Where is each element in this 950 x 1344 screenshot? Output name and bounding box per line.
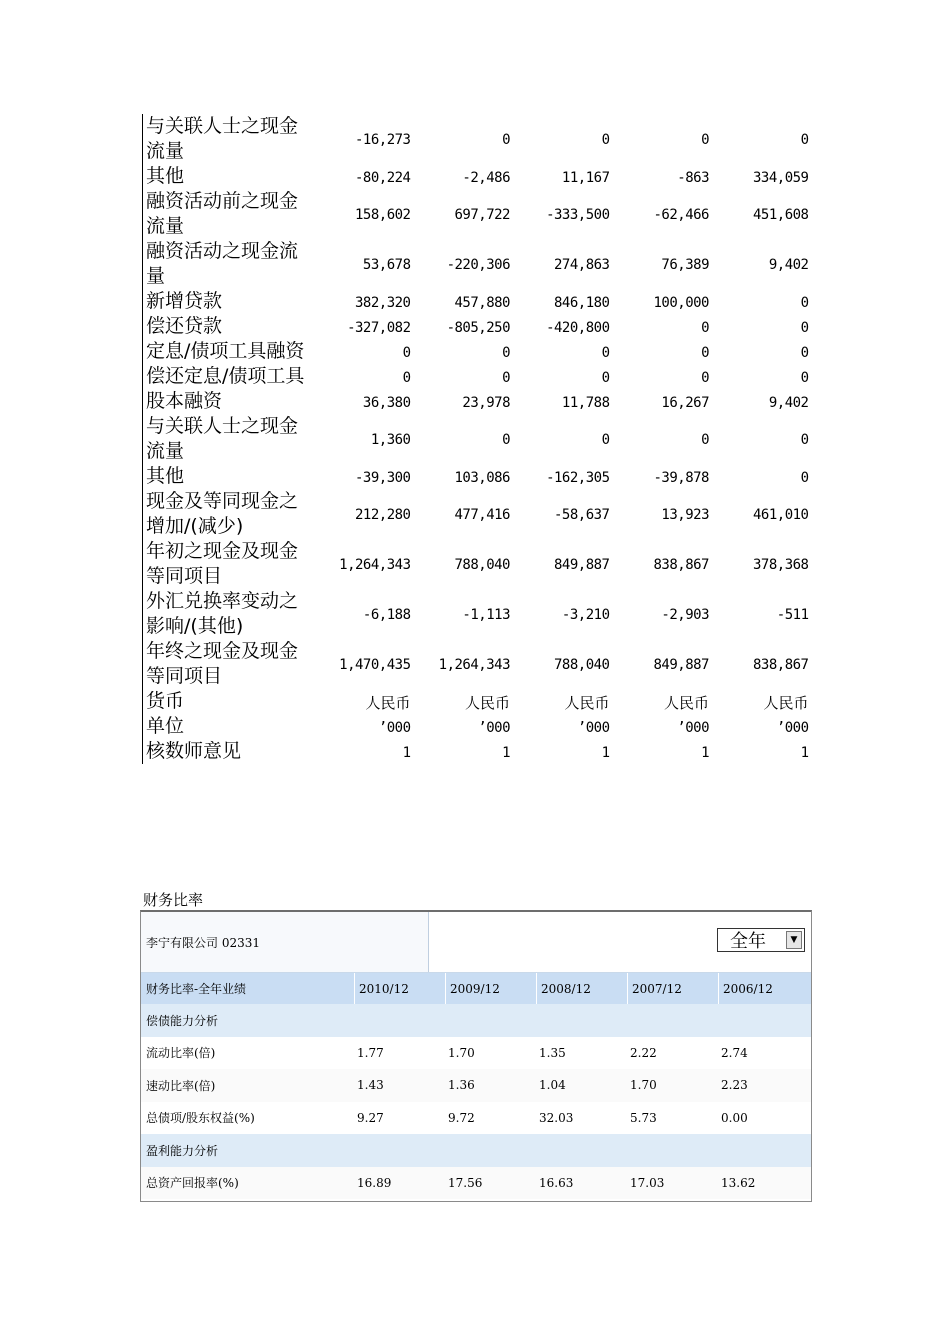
- cashflow-cell: ’000: [478, 719, 510, 736]
- period-select-value: 全年: [730, 931, 766, 952]
- cashflow-row-label: 与关联人士之现金 流量: [146, 415, 299, 462]
- cashflow-cell: 849,887: [653, 657, 709, 673]
- cashflow-row: [143, 314, 813, 339]
- cashflow-cell: 36,380: [362, 394, 411, 411]
- cashflow-cell: -62,466: [653, 207, 709, 223]
- cashflow-row: [143, 639, 813, 689]
- cashflow-row: [143, 239, 813, 289]
- cashflow-cell: 人民币: [365, 694, 411, 712]
- ratio-row: [141, 1102, 811, 1135]
- ratio-value: 9.72: [448, 1110, 475, 1125]
- cashflow-row: [143, 489, 813, 539]
- cashflow-cell: -80,224: [354, 169, 411, 186]
- cashflow-cell: 11,788: [561, 394, 610, 411]
- ratios-header-label: 财务比率-全年业绩: [146, 982, 247, 996]
- cashflow-row: [143, 289, 813, 314]
- cashflow-cell: 838,867: [653, 557, 709, 573]
- cashflow-cell: ’000: [577, 719, 610, 736]
- cashflow-row-label: 融资活动前之现金 流量: [146, 190, 299, 237]
- ratios-panel: [140, 910, 812, 1202]
- cashflow-cell: 158,602: [354, 207, 411, 223]
- cashflow-row-label: 现金及等同现金之 增加/(减少): [146, 490, 299, 537]
- cashflow-cell: 1: [601, 744, 610, 761]
- cashflow-row: [143, 189, 813, 239]
- cashflow-cell: 0: [601, 344, 610, 361]
- ratio-label: 流动比率(倍): [146, 1046, 216, 1061]
- ratio-value: 1.43: [357, 1078, 384, 1093]
- ratio-value: 2.22: [630, 1045, 657, 1060]
- cashflow-row: [143, 339, 813, 364]
- cashflow-cell: 838,867: [752, 657, 809, 673]
- year-header: 2009/12: [445, 973, 536, 1004]
- cashflow-cell: 378,368: [752, 557, 809, 573]
- cashflow-cell: 1,360: [370, 432, 411, 448]
- cashflow-cell: -220,306: [446, 257, 510, 273]
- cashflow-row-label: 年终之现金及现金 等同项目: [146, 640, 299, 687]
- cashflow-table: [142, 114, 813, 764]
- cashflow-cell: 212,280: [354, 507, 411, 523]
- ratio-section-label: 盈利能力分析: [146, 1143, 219, 1158]
- ratios-body: [141, 1004, 811, 1199]
- cashflow-cell: 0: [800, 469, 809, 486]
- period-select[interactable]: [717, 928, 805, 952]
- ratio-label: 总债项/股东权益(%): [146, 1111, 255, 1126]
- period-select-area: [429, 912, 811, 972]
- ratio-value: 1.70: [448, 1045, 475, 1060]
- cashflow-cell: -3,210: [561, 607, 610, 623]
- ratio-row: [141, 1167, 811, 1200]
- cashflow-row-label: 核数师意见: [146, 740, 242, 762]
- cashflow-row: [143, 114, 813, 164]
- cashflow-cell: 846,180: [553, 294, 610, 311]
- cashflow-cell: 0: [601, 132, 610, 148]
- cashflow-cell: 1: [402, 744, 411, 761]
- cashflow-cell: -6,188: [362, 607, 411, 623]
- ratio-value: 16.63: [539, 1175, 574, 1190]
- cashflow-cell: -39,300: [354, 469, 411, 486]
- cashflow-cell: 1,264,343: [438, 657, 510, 673]
- cashflow-row-label: 其他: [146, 465, 185, 487]
- ratio-row: [141, 1069, 811, 1102]
- cashflow-cell: -511: [776, 607, 809, 623]
- cashflow-cell: 334,059: [752, 169, 809, 186]
- cashflow-cell: 451,608: [752, 207, 809, 223]
- cashflow-cell: 11,167: [561, 169, 610, 186]
- cashflow-row-label: 单位: [146, 715, 185, 737]
- cashflow-row: [143, 539, 813, 589]
- cashflow-cell: 1: [701, 744, 709, 761]
- ratio-section-label: 偿债能力分析: [146, 1013, 219, 1028]
- ratio-value: 17.56: [448, 1175, 483, 1190]
- ratio-value: 16.89: [357, 1175, 392, 1190]
- cashflow-row: [143, 589, 813, 639]
- cashflow-cell: 53,678: [362, 257, 411, 273]
- cashflow-row-label: 其他: [146, 165, 185, 187]
- cashflow-cell: 0: [701, 369, 709, 386]
- cashflow-cell: 人民币: [464, 694, 510, 712]
- cashflow-row: [143, 714, 813, 739]
- cashflow-cell: 1,264,343: [339, 557, 411, 573]
- ratio-value: 17.03: [630, 1175, 665, 1190]
- ratio-value: 1.36: [448, 1078, 475, 1093]
- cashflow-cell: 0: [601, 432, 610, 448]
- cashflow-row-label: 与关联人士之现金 流量: [146, 115, 299, 162]
- cashflow-cell: -863: [677, 169, 709, 186]
- cashflow-row: [143, 464, 813, 489]
- cashflow-cell: 1: [800, 744, 809, 761]
- ratio-section-row: [141, 1004, 811, 1037]
- cashflow-cell: 16,267: [661, 394, 709, 411]
- ratio-value: 5.73: [630, 1110, 657, 1125]
- cashflow-cell: 0: [502, 344, 510, 361]
- cashflow-row: [143, 414, 813, 464]
- cashflow-cell: 0: [701, 344, 709, 361]
- cashflow-cell: 0: [800, 319, 809, 336]
- cashflow-cell: 人民币: [763, 694, 809, 712]
- cashflow-cell: 100,000: [653, 294, 709, 311]
- cashflow-row: [143, 164, 813, 189]
- cashflow-cell: 849,887: [553, 557, 610, 573]
- cashflow-cell: 461,010: [752, 507, 809, 523]
- cashflow-cell: 788,040: [454, 557, 510, 573]
- cashflow-row-label: 年初之现金及现金 等同项目: [146, 540, 299, 587]
- ratio-label: 总资产回报率(%): [146, 1176, 239, 1191]
- ratio-value: 0.00: [721, 1110, 748, 1125]
- cashflow-row-label: 股本融资: [146, 390, 223, 412]
- cashflow-cell: 0: [402, 344, 411, 361]
- cashflow-cell: -1,113: [462, 607, 510, 623]
- company-name: 李宁有限公司 02331: [141, 912, 429, 972]
- cashflow-cell: 0: [502, 432, 510, 448]
- cashflow-cell: 0: [701, 319, 709, 336]
- cashflow-cell: -16,273: [354, 132, 411, 148]
- ratio-row: [141, 1037, 811, 1070]
- cashflow-cell: -58,637: [553, 507, 610, 523]
- ratios-top-bar: [141, 912, 811, 973]
- ratio-value: 9.27: [357, 1110, 384, 1125]
- cashflow-cell: -2,486: [462, 169, 510, 186]
- cashflow-cell: 76,389: [661, 257, 709, 273]
- cashflow-cell: 274,863: [553, 257, 610, 273]
- cashflow-cell: 0: [800, 432, 809, 448]
- cashflow-cell: 477,416: [454, 507, 510, 523]
- cashflow-cell: -420,800: [546, 319, 610, 336]
- year-header: 2006/12: [718, 973, 809, 1004]
- cashflow-row-label: 融资活动之现金流 量: [146, 240, 299, 287]
- cashflow-cell: -327,082: [347, 319, 411, 336]
- cashflow-cell: 0: [800, 294, 809, 311]
- cashflow-cell: -2,903: [661, 607, 709, 623]
- cashflow-cell: 13,923: [661, 507, 709, 523]
- cashflow-cell: 9,402: [768, 257, 809, 273]
- cashflow-row-label: 外汇兑换率变动之 影响/(其他): [146, 590, 299, 637]
- cashflow-cell: 人民币: [663, 694, 709, 712]
- ratio-value: 1.77: [357, 1045, 384, 1060]
- ratio-value: 32.03: [539, 1110, 574, 1125]
- cashflow-row: [143, 389, 813, 414]
- year-header: 2010/12: [354, 973, 445, 1004]
- cashflow-cell: 0: [800, 369, 809, 386]
- cashflow-cell: 0: [701, 132, 709, 148]
- cashflow-cell: 457,880: [454, 294, 510, 311]
- cashflow-row: [143, 364, 813, 389]
- cashflow-cell: 1: [502, 744, 510, 761]
- cashflow-cell: 23,978: [462, 394, 510, 411]
- cashflow-cell: 788,040: [553, 657, 610, 673]
- chevron-down-icon[interactable]: ▼: [786, 931, 802, 949]
- cashflow-cell: 人民币: [564, 694, 610, 712]
- ratios-header-row: [141, 973, 811, 1004]
- cashflow-cell: ’000: [378, 719, 411, 736]
- cashflow-row-label: 定息/债项工具融资: [146, 340, 305, 362]
- cashflow-cell: 0: [701, 432, 709, 448]
- ratio-value: 2.23: [721, 1078, 748, 1093]
- ratio-value: 2.74: [721, 1045, 748, 1060]
- cashflow-cell: -39,878: [653, 469, 709, 486]
- cashflow-cell: -333,500: [546, 207, 610, 223]
- cashflow-cell: 0: [502, 132, 510, 148]
- ratio-value: 1.35: [539, 1045, 566, 1060]
- ratio-value: 1.70: [630, 1078, 657, 1093]
- ratio-label: 速动比率(倍): [146, 1078, 216, 1093]
- cashflow-cell: 0: [402, 369, 411, 386]
- cashflow-cell: 382,320: [354, 294, 411, 311]
- cashflow-cell: -805,250: [446, 319, 510, 336]
- cashflow-row-label: 偿还定息/债项工具: [146, 365, 305, 387]
- cashflow-cell: ’000: [776, 719, 809, 736]
- year-header: 2008/12: [536, 973, 627, 1004]
- year-header: 2007/12: [627, 973, 718, 1004]
- cashflow-cell: -162,305: [546, 469, 610, 486]
- cashflow-cell: 1,470,435: [339, 657, 411, 673]
- ratio-section-row: [141, 1134, 811, 1167]
- ratios-title: 财务比率: [143, 891, 204, 909]
- cashflow-row: [143, 739, 813, 764]
- cashflow-row-label: 偿还贷款: [146, 315, 223, 337]
- cashflow-row: [143, 689, 813, 714]
- ratio-value: 13.62: [721, 1175, 756, 1190]
- cashflow-row-label: 货币: [146, 690, 185, 712]
- ratio-value: 1.04: [539, 1078, 566, 1093]
- cashflow-cell: 9,402: [768, 394, 809, 411]
- cashflow-cell: 0: [800, 344, 809, 361]
- cashflow-cell: 0: [800, 132, 809, 148]
- cashflow-cell: 103,086: [454, 469, 510, 486]
- cashflow-cell: 0: [502, 369, 510, 386]
- cashflow-cell: ’000: [677, 719, 709, 736]
- cashflow-cell: 697,722: [454, 207, 510, 223]
- cashflow-row-label: 新增贷款: [146, 290, 223, 312]
- cashflow-cell: 0: [601, 369, 610, 386]
